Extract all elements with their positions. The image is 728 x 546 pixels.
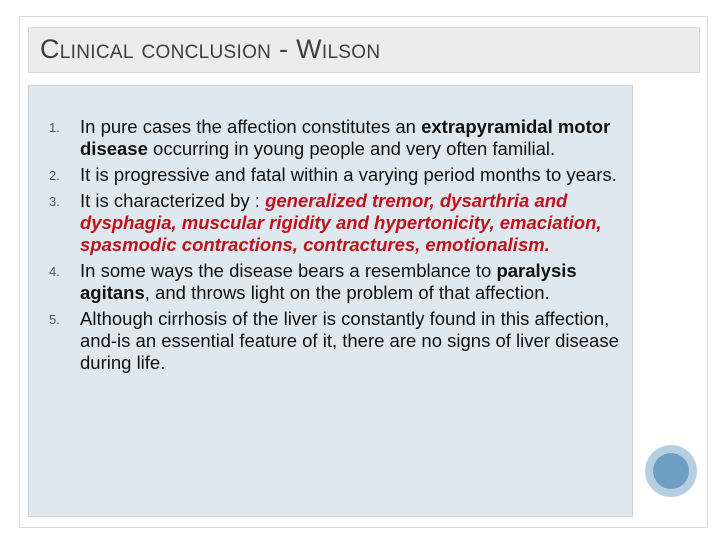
item-number: 5.	[49, 312, 60, 327]
item-text-part: , and throws light on the problem of that affection.	[144, 282, 550, 303]
item-text-bold: paralysis agitans	[80, 260, 577, 303]
item-text-bold: extrapyramidal motor disease	[80, 116, 611, 159]
item-number: 4.	[49, 264, 60, 279]
slide-title: Clinical conclusion - Wilson	[40, 34, 381, 64]
item-text: Although cirrhosis of the liver is constantly found in this affection, and-is an essential feature of it, there are no signs of liver disease during life.	[80, 308, 619, 373]
item-text-part: It is characterized by :	[80, 190, 266, 211]
list-item	[34, 164, 634, 186]
item-text-part: In pure cases the affection constitutes an	[80, 116, 422, 137]
decorative-circle-inner	[653, 453, 689, 489]
list-item	[34, 190, 634, 256]
item-text	[80, 190, 634, 256]
item-text-part: In some ways the disease bears a resemblance to	[80, 260, 497, 281]
list-item	[34, 116, 634, 160]
item-number: 2.	[49, 168, 60, 183]
item-text-emphasis: generalized tremor, dysarthria and dysphagia, muscular rigidity and hypertonicity, emaciation, spasmodic contractions, contractures, emotionalism.	[80, 190, 602, 255]
list-item	[34, 308, 634, 374]
item-text: It is progressive and fatal within a varying period months to years.	[80, 164, 617, 185]
item-text-part: occurring in young people and very often familial.	[147, 138, 556, 159]
item-number: 3.	[49, 194, 60, 209]
conclusion-list	[34, 116, 634, 374]
item-text	[80, 260, 634, 304]
item-text	[80, 116, 634, 160]
item-number: 1.	[49, 120, 60, 135]
list-item	[34, 260, 634, 304]
